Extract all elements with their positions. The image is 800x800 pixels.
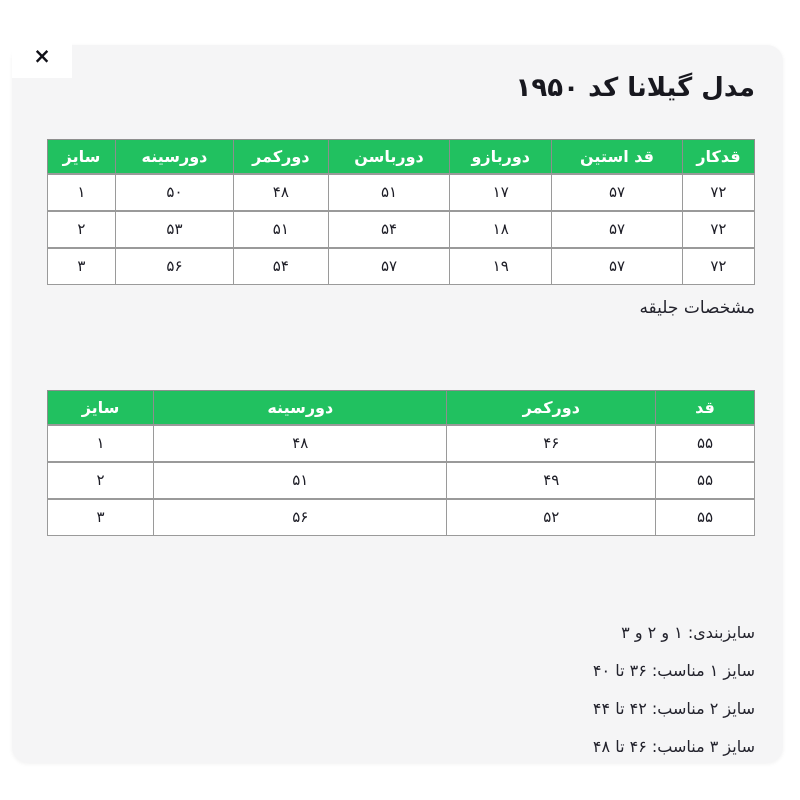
table-row xyxy=(48,462,755,499)
garment-size-table xyxy=(47,139,755,285)
table-cell: ۵۷ xyxy=(328,248,450,285)
table-row xyxy=(48,174,755,211)
close-icon: × xyxy=(33,44,51,68)
header-cell-size: سایز xyxy=(48,140,116,174)
table-cell: ۴۶ xyxy=(447,425,656,462)
sizing-notes xyxy=(47,614,755,766)
note-size-2: سایز ۲ مناسب: ۴۲ تا ۴۴ xyxy=(592,699,755,718)
table-cell: ۵۵ xyxy=(656,499,755,536)
note-size-1: سایز ۱ مناسب: ۳۶ تا ۴۰ xyxy=(592,661,755,680)
table-cell: ۵۱ xyxy=(233,211,328,248)
note-size-3: سایز ۳ مناسب: ۴۶ تا ۴۸ xyxy=(592,737,755,756)
note-sizing-range: سایزبندی: ۱ و ۲ و ۳ xyxy=(621,623,755,642)
table-cell: ۵۴ xyxy=(328,211,450,248)
table-row xyxy=(48,248,755,285)
table-cell: ۱ xyxy=(48,174,116,211)
table-cell: ۵۷ xyxy=(552,174,683,211)
table-header-row xyxy=(48,391,755,425)
table-cell: ۱ xyxy=(48,425,154,462)
table-cell: ۵۷ xyxy=(552,211,683,248)
table-cell: ۳ xyxy=(48,499,154,536)
table-cell: ۵۶ xyxy=(154,499,447,536)
header-cell-ghad: قد xyxy=(656,391,755,425)
table-cell: ۳ xyxy=(48,248,116,285)
modal-title: مدل گیلانا کد ۱۹۵۰ xyxy=(515,73,755,103)
header-cell-dorsineh: دورسینه xyxy=(154,391,447,425)
header-cell-size: سایز xyxy=(48,391,154,425)
size-chart-card xyxy=(12,45,783,763)
vest-specs-caption: مشخصات جلیقه xyxy=(639,298,755,318)
header-cell-dorkamar: دورکمر xyxy=(233,140,328,174)
header-cell-ghad-astin: قد استین xyxy=(552,140,683,174)
header-cell-dorkamar: دورکمر xyxy=(447,391,656,425)
table-cell: ۵۴ xyxy=(233,248,328,285)
table-cell: ۷۲ xyxy=(682,174,754,211)
table-cell: ۴۹ xyxy=(447,462,656,499)
table-cell: ۵۰ xyxy=(115,174,233,211)
table-cell: ۷۲ xyxy=(682,211,754,248)
table-cell: ۵۷ xyxy=(552,248,683,285)
header-cell-dorbazoo: دوربازو xyxy=(450,140,552,174)
table-row xyxy=(48,211,755,248)
table-cell: ۱۹ xyxy=(450,248,552,285)
table-cell: ۲ xyxy=(48,462,154,499)
table-cell: ۵۶ xyxy=(115,248,233,285)
table-cell: ۵۵ xyxy=(656,425,755,462)
header-cell-dorbasan: دورباسن xyxy=(328,140,450,174)
table-cell: ۱۷ xyxy=(450,174,552,211)
table-cell: ۵۲ xyxy=(447,499,656,536)
header-cell-dorsineh: دورسینه xyxy=(115,140,233,174)
table-cell: ۴۸ xyxy=(233,174,328,211)
table-header-row xyxy=(48,140,755,174)
table-cell: ۴۸ xyxy=(154,425,447,462)
table-cell: ۲ xyxy=(48,211,116,248)
table-row xyxy=(48,425,755,462)
table-cell: ۵۱ xyxy=(154,462,447,499)
table-cell: ۱۸ xyxy=(450,211,552,248)
vest-size-table xyxy=(47,390,755,536)
table-cell: ۵۱ xyxy=(328,174,450,211)
table-row xyxy=(48,499,755,536)
table-cell: ۷۲ xyxy=(682,248,754,285)
table-cell: ۵۵ xyxy=(656,462,755,499)
header-cell-ghadkar: قدکار xyxy=(682,140,754,174)
table-cell: ۵۳ xyxy=(115,211,233,248)
close-button[interactable] xyxy=(12,34,72,78)
